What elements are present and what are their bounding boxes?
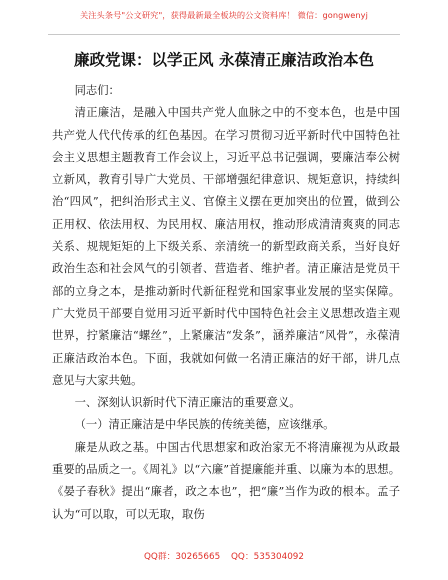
footer-qq: QQ：535304092	[230, 552, 305, 562]
footer-qq-group: QQ群：30265665	[143, 552, 221, 562]
section-heading: 一、深刻认识新时代下清正廉洁的重要意义。	[74, 396, 301, 410]
header-divider	[48, 34, 400, 35]
salutation: 同志们：	[74, 84, 120, 97]
footer-contact	[0, 549, 448, 562]
paragraph-intro: 清正廉洁，是融入中国共产党人血脉之中的不变本色，也是中国共产党人代代传承的红色基因。在学习贯彻习近平新时代中国特色社会主义思想主题教育工作会议上，习近平总书记强调，要廉洁奉公树立新风，教育引导广大党员、干部增强纪律意识、规矩意识，持续纠治“四风”，把纠治形式主义、官僚主义摆在更加突出的位置，做到公正用权、依法用权、为民用权、廉洁用权，推动形成清清爽爽的同志关系、规规矩矩的上下级关系、亲清统一的新型政商关系，当好良好政治生态和社会风气的引领者、营造者、维护者。清正廉洁是党员干部的立身之本，是推动新时代新征程党和国家事业发展的坚实保障。广大党员干部要自觉用习近平新时代中国特色社会主义思想改造主观世界，拧紧廉洁“螺丝”，上紧廉洁“发条”，涵养廉洁“风骨”，永葆清正廉洁政治本色。下面，我就如何做一名清正廉洁的好干部，讲几点意见与大家共勉。	[52, 106, 400, 387]
paragraph-lian: 廉是从政之基。中国古代思想家和政治家无不将清廉视为从政最重要的品质之一。《周礼》以“六廉”首提廉能并重、以廉为本的思想。《晏子春秋》提出“廉者，政之本也”，把“廉”当作为政的根本。孟子认为“可以取，可以无取，取伤	[52, 440, 400, 521]
subsection-heading: （一）清正廉洁是中华民族的传统美德，应该继承。	[74, 418, 335, 432]
header-note: 关注头条号"公文研究"，获得最新最全板块的公文资料库！ 微信：gongwenyj	[79, 10, 369, 20]
document-body	[52, 80, 400, 526]
document-title: 廉政党课：以学正风 永葆清正廉洁政治本色	[74, 51, 374, 69]
